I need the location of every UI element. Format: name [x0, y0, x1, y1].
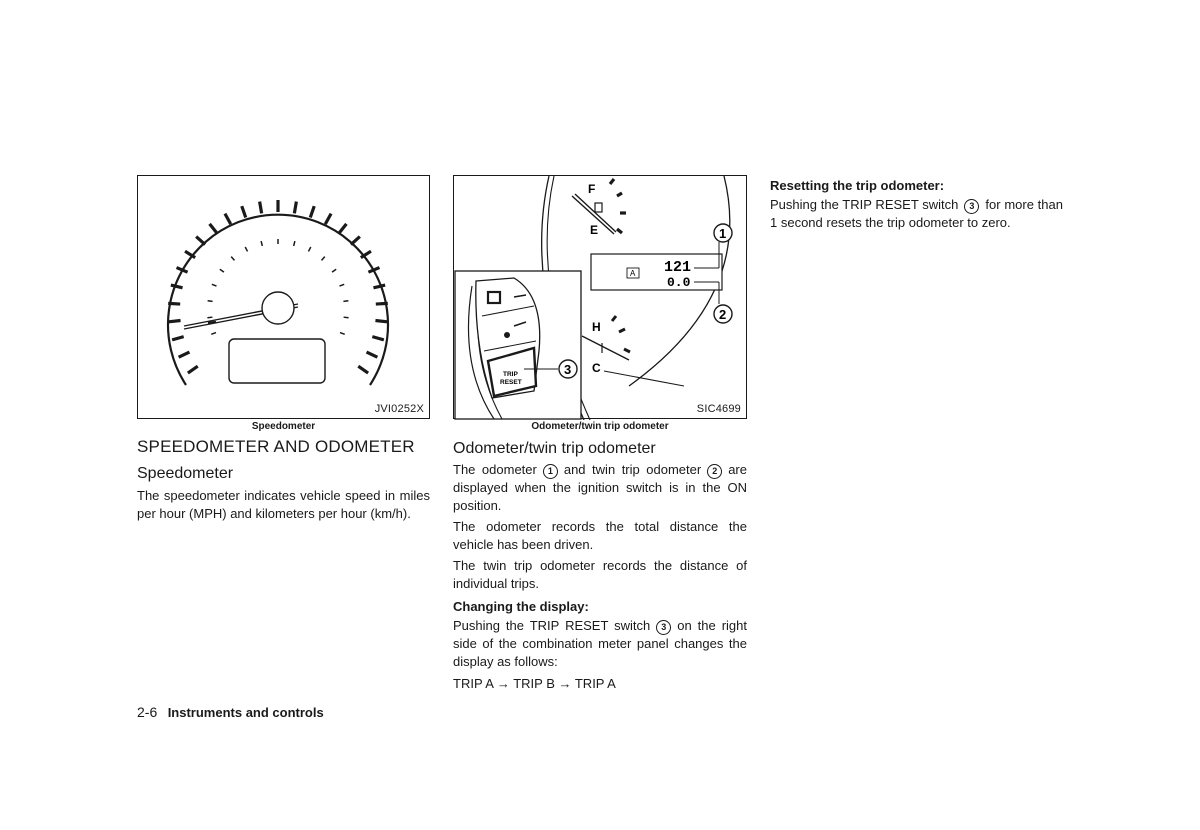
speedometer-tick	[358, 366, 368, 373]
page-footer	[137, 704, 324, 722]
speedometer-figure	[137, 175, 430, 419]
paragraph: The twin trip odometer records the distance of individual trips.	[453, 558, 747, 591]
circled-number: 2	[707, 464, 722, 479]
figure-caption-odometer: Odometer/twin trip odometer	[531, 421, 669, 432]
text-run: and twin trip odometer	[563, 462, 702, 477]
fuel-full-label: F	[588, 182, 596, 196]
fuel-empty-label: E	[590, 223, 599, 237]
speedometer-minor-tick	[245, 247, 247, 251]
subsection-heading: Resetting the trip odometer:	[770, 178, 945, 193]
paragraph	[453, 617, 747, 670]
switch-label-reset: RESET	[500, 379, 522, 386]
odometer-illustration	[454, 176, 748, 420]
text-run: on the right side of the combination meter panel changes the display as follows:	[453, 618, 748, 669]
speedometer-tick	[179, 352, 190, 357]
text-run: for more than 1 second resets the trip odometer to zero.	[770, 197, 1063, 230]
speedometer-tick	[171, 285, 183, 288]
temp-cold-label: C	[592, 361, 601, 375]
speedometer-minor-tick	[294, 241, 295, 246]
text-run: Pushing the TRIP RESET switch	[453, 618, 651, 633]
circled-number: 3	[964, 199, 979, 214]
speedometer-tick	[294, 202, 296, 214]
text-run: Pushing the TRIP RESET switch	[770, 197, 959, 212]
speedometer-tick	[210, 224, 217, 233]
paragraph: The speedometer indicates vehicle speed in miles per hour (MPH) and kilometers per hour (km/h).	[137, 488, 430, 521]
speedometer-tick	[325, 214, 331, 225]
speedometer-tick	[169, 321, 181, 322]
switch-label-trip: TRIP	[503, 371, 518, 378]
speedometer-minor-tick	[322, 257, 325, 261]
speedometer-tick	[375, 321, 387, 322]
circled-number: 1	[543, 464, 558, 479]
speedometer-tick	[225, 214, 231, 225]
paragraph	[770, 196, 1063, 232]
sequence-text: TRIP A → TRIP B → TRIP A	[453, 676, 616, 691]
middle-column	[453, 440, 747, 693]
speedometer-minor-tick	[211, 333, 216, 335]
temp-hot-label: H	[592, 320, 601, 334]
speedometer-tick	[376, 303, 388, 304]
speedometer-tick	[177, 268, 188, 273]
text-run: are displayed when the ignition switch is in the ON position.	[453, 462, 747, 513]
figure-caption-speedometer: Speedometer	[251, 421, 316, 432]
page-number: 2-6	[137, 704, 158, 720]
subsection-heading: Odometer/twin trip odometer	[453, 440, 656, 457]
circled-number: 3	[656, 620, 671, 635]
speedometer-minor-tick	[231, 257, 234, 261]
speedometer-minor-tick	[220, 269, 224, 272]
subsection-heading: Changing the display:	[453, 599, 589, 614]
callout-3: 3	[564, 362, 572, 377]
speedometer-tick	[188, 366, 198, 373]
section-title: Instruments and controls	[167, 705, 324, 720]
speedometer-tick	[310, 206, 314, 217]
speedometer-minor-tick	[212, 284, 217, 286]
speedometer-tick	[367, 352, 378, 357]
paragraph: The odometer records the total distance the vehicle has been driven.	[453, 519, 747, 552]
speedometer-tick	[351, 237, 360, 245]
speedometer-minor-tick	[343, 301, 348, 302]
speedometer-minor-tick	[308, 247, 310, 251]
speedometer-minor-tick	[207, 317, 212, 318]
speedometer-tick	[260, 202, 262, 214]
odometer-figure	[453, 175, 747, 419]
figure-code: JVI0252X	[374, 403, 424, 415]
speedometer-minor-tick	[340, 284, 345, 286]
speedometer-tick	[242, 206, 246, 217]
speedometer-minor-tick	[344, 317, 349, 318]
speedometer-tick	[196, 237, 205, 245]
paragraph	[453, 461, 747, 514]
speedometer-minor-tick	[208, 301, 213, 302]
left-column	[137, 437, 430, 522]
display-bottom-value: 0.0	[667, 275, 691, 290]
speedometer-minor-tick	[332, 269, 336, 272]
figure-code: SIC4699	[696, 403, 741, 415]
fuel-pump-icon	[595, 203, 602, 212]
speedometer-tick	[368, 268, 379, 273]
right-column	[770, 178, 1063, 232]
mode-button-icon	[488, 292, 500, 303]
subsection-heading: Speedometer	[137, 465, 234, 482]
text-run: The odometer	[453, 462, 537, 477]
speedometer-tick	[172, 337, 184, 340]
display-top-value: 121	[664, 259, 692, 276]
speedometer-minor-tick	[261, 241, 262, 246]
speedometer-minor-tick	[340, 333, 345, 335]
speedometer-tick	[372, 337, 384, 340]
speedometer-tick	[168, 303, 180, 304]
speedometer-illustration	[138, 176, 431, 420]
speedometer-tick	[373, 285, 385, 288]
section-heading: SPEEDOMETER AND ODOMETER	[137, 437, 415, 456]
display-mode: A	[630, 269, 636, 278]
callout-1: 1	[719, 226, 727, 241]
speedometer-tick	[339, 224, 346, 233]
callout-2: 2	[719, 307, 727, 322]
